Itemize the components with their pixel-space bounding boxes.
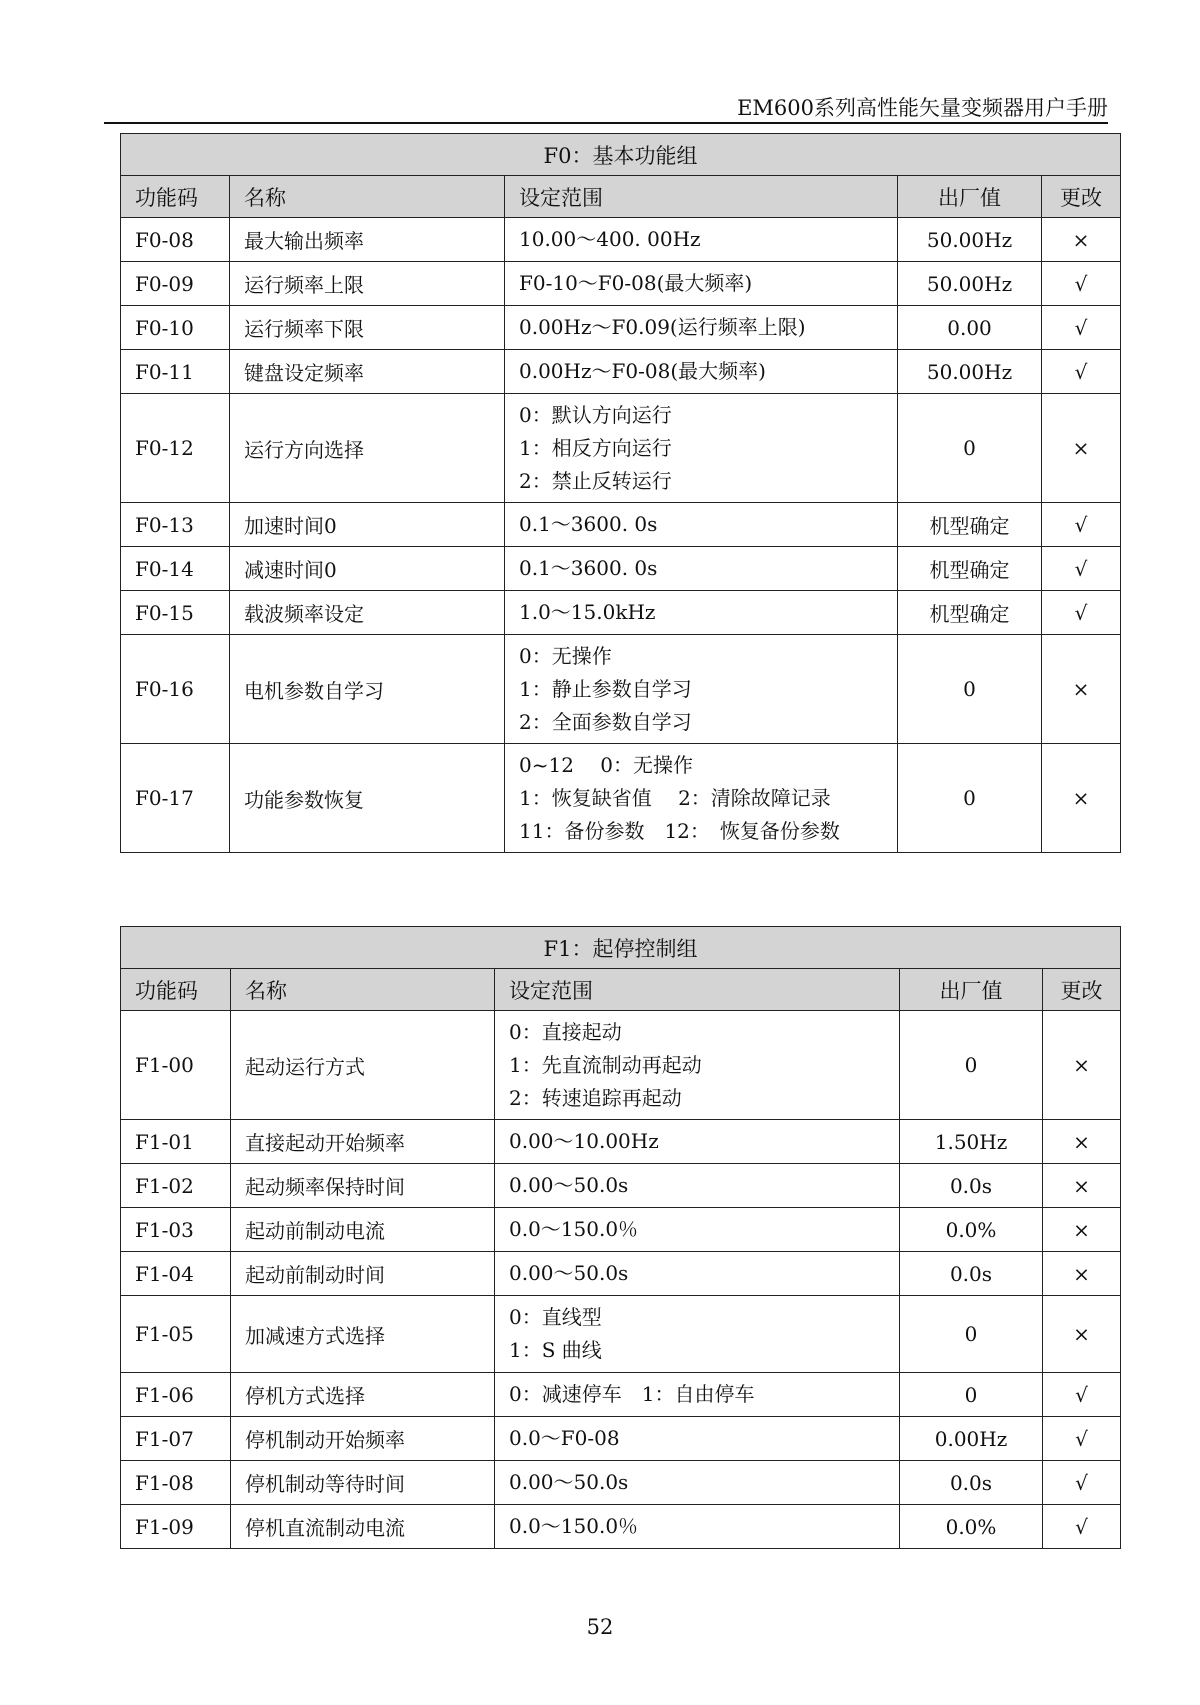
range-line: 0.00～50.0s (509, 1173, 629, 1197)
param-range-cell (495, 1417, 900, 1461)
param-code-cell: F0-09 (121, 262, 230, 306)
param-change-cell: √ (1042, 306, 1121, 350)
param-range-cell (505, 744, 898, 853)
param-code-cell: F1-06 (121, 1373, 231, 1417)
param-change-cell: × (1042, 635, 1121, 744)
range-line: 2：禁止反转运行 (519, 468, 672, 493)
table-row (121, 1461, 1121, 1505)
parameter-table-f1 (120, 926, 1121, 1549)
manual-title: EM600系列高性能矢量变频器用户手册 (737, 96, 1108, 120)
table-row (121, 218, 1121, 262)
column-header-code: 功能码 (121, 176, 230, 218)
range-line: 0.1～3600. 0s (519, 556, 658, 580)
range-line: 2：全面参数自学习 (519, 709, 692, 734)
param-name-cell: 起动频率保持时间 (231, 1164, 495, 1208)
column-header-change: 更改 (1042, 176, 1121, 218)
param-change-cell: × (1043, 1120, 1121, 1164)
param-name-cell: 运行频率下限 (230, 306, 505, 350)
param-name-cell: 减速时间0 (230, 547, 505, 591)
range-line: 0.00～50.0s (509, 1470, 629, 1494)
parameter-table-f0 (120, 133, 1121, 853)
param-name-cell: 停机制动等待时间 (231, 1461, 495, 1505)
column-header-name: 名称 (230, 176, 505, 218)
param-code-cell: F1-07 (121, 1417, 231, 1461)
column-header-default: 出厂值 (900, 969, 1043, 1011)
param-code-cell: F1-00 (121, 1011, 231, 1120)
param-change-cell: √ (1043, 1461, 1121, 1505)
param-code-cell: F1-02 (121, 1164, 231, 1208)
param-name-cell: 起动前制动电流 (231, 1208, 495, 1252)
param-default-cell: 50.00Hz (898, 262, 1042, 306)
range-line: 1：相反方向运行 (519, 435, 672, 460)
param-name-cell: 加速时间0 (230, 503, 505, 547)
param-range-cell (505, 350, 898, 394)
param-name-cell: 起动前制动时间 (231, 1252, 495, 1296)
range-line: 0.00Hz～F0-08(最大频率) (519, 359, 766, 383)
param-change-cell: √ (1042, 591, 1121, 635)
param-code-cell: F0-17 (121, 744, 230, 853)
table-group-title: F1：起停控制组 (121, 927, 1121, 969)
param-name-cell: 停机方式选择 (231, 1373, 495, 1417)
param-range-cell (505, 262, 898, 306)
range-line: F0-10～F0-08(最大频率) (519, 271, 753, 295)
param-default-cell: 0.0s (900, 1252, 1043, 1296)
param-name-cell: 起动运行方式 (231, 1011, 495, 1120)
column-header-row (121, 176, 1121, 218)
param-default-cell: 0.00 (898, 306, 1042, 350)
param-change-cell: √ (1043, 1417, 1121, 1461)
param-code-cell: F0-12 (121, 394, 230, 503)
param-change-cell: √ (1042, 262, 1121, 306)
param-range-cell (495, 1461, 900, 1505)
param-code-cell: F0-08 (121, 218, 230, 262)
param-default-cell: 0.0s (900, 1461, 1043, 1505)
param-code-cell: F1-05 (121, 1296, 231, 1373)
param-name-cell: 停机直流制动电流 (231, 1505, 495, 1549)
param-default-cell: 0 (898, 394, 1042, 503)
param-code-cell: F1-03 (121, 1208, 231, 1252)
page-number: 52 (586, 1615, 614, 1639)
param-range-cell (505, 547, 898, 591)
param-name-cell: 停机制动开始频率 (231, 1417, 495, 1461)
param-range-cell (495, 1208, 900, 1252)
param-default-cell: 机型确定 (898, 503, 1042, 547)
range-line: 0.00Hz～F0.09(运行频率上限) (519, 315, 806, 339)
param-range-cell (495, 1120, 900, 1164)
param-change-cell: × (1043, 1011, 1121, 1120)
table-row (121, 306, 1121, 350)
range-line: 10.00～400. 00Hz (519, 227, 701, 251)
table-row (121, 1505, 1121, 1549)
range-line: 2：转速追踪再起动 (509, 1085, 682, 1110)
range-line: 0.00～50.0s (509, 1261, 629, 1285)
param-code-cell: F0-11 (121, 350, 230, 394)
param-name-cell: 载波频率设定 (230, 591, 505, 635)
param-default-cell: 0.0% (900, 1505, 1043, 1549)
param-change-cell: √ (1043, 1373, 1121, 1417)
param-range-cell (505, 306, 898, 350)
range-line: 1：S 曲线 (509, 1338, 602, 1362)
range-line: 0~12 0：无操作 (519, 752, 694, 777)
param-name-cell: 功能参数恢复 (230, 744, 505, 853)
param-default-cell: 0.00Hz (900, 1417, 1043, 1461)
range-line: 1：先直流制动再起动 (509, 1052, 702, 1077)
param-default-cell: 0.0s (900, 1164, 1043, 1208)
column-header-range: 设定范围 (505, 176, 898, 218)
range-line: 1：静止参数自学习 (519, 676, 692, 701)
column-header-name: 名称 (231, 969, 495, 1011)
param-change-cell: × (1043, 1208, 1121, 1252)
table-row (121, 350, 1121, 394)
param-change-cell: √ (1042, 350, 1121, 394)
param-range-cell (505, 503, 898, 547)
param-change-cell: √ (1043, 1505, 1121, 1549)
param-name-cell: 最大输出频率 (230, 218, 505, 262)
param-default-cell: 0 (900, 1011, 1043, 1120)
param-name-cell: 运行方向选择 (230, 394, 505, 503)
param-change-cell: × (1043, 1164, 1121, 1208)
header-rule (104, 122, 1108, 124)
param-range-cell (505, 218, 898, 262)
range-line: 0：减速停车 1：自由停车 (509, 1382, 755, 1406)
table-row (121, 1208, 1121, 1252)
param-change-cell: √ (1042, 547, 1121, 591)
param-name-cell: 加减速方式选择 (231, 1296, 495, 1373)
column-header-row (121, 969, 1121, 1011)
param-change-cell: × (1042, 394, 1121, 503)
param-range-cell (505, 394, 898, 503)
param-range-cell (495, 1164, 900, 1208)
table-row (121, 547, 1121, 591)
param-code-cell: F1-01 (121, 1120, 231, 1164)
param-default-cell: 机型确定 (898, 547, 1042, 591)
param-default-cell: 0 (900, 1296, 1043, 1373)
param-code-cell: F0-10 (121, 306, 230, 350)
param-code-cell: F1-04 (121, 1252, 231, 1296)
param-code-cell: F1-08 (121, 1461, 231, 1505)
range-line: 0.0～150.0％ (509, 1217, 639, 1241)
param-change-cell: × (1042, 744, 1121, 853)
table-row (121, 635, 1121, 744)
param-range-cell (495, 1373, 900, 1417)
param-default-cell: 50.00Hz (898, 350, 1042, 394)
table-row (121, 1296, 1121, 1373)
table-row (121, 1011, 1121, 1120)
column-header-default: 出厂值 (898, 176, 1042, 218)
param-default-cell: 0 (898, 744, 1042, 853)
param-name-cell: 直接起动开始频率 (231, 1120, 495, 1164)
param-change-cell: × (1043, 1252, 1121, 1296)
param-name-cell: 键盘设定频率 (230, 350, 505, 394)
param-range-cell (495, 1505, 900, 1549)
param-range-cell (495, 1296, 900, 1373)
range-line: 1：恢复缺省值 2：清除故障记录 (519, 785, 831, 810)
table-row (121, 1164, 1121, 1208)
param-code-cell: F0-14 (121, 547, 230, 591)
param-change-cell: × (1042, 218, 1121, 262)
param-default-cell: 0 (898, 635, 1042, 744)
table-row (121, 591, 1121, 635)
column-header-code: 功能码 (121, 969, 231, 1011)
param-range-cell (505, 635, 898, 744)
param-range-cell (495, 1011, 900, 1120)
table-row (121, 503, 1121, 547)
param-code-cell: F0-13 (121, 503, 230, 547)
param-default-cell: 1.50Hz (900, 1120, 1043, 1164)
param-range-cell (495, 1252, 900, 1296)
table-row (121, 744, 1121, 853)
param-range-cell (505, 591, 898, 635)
param-code-cell: F1-09 (121, 1505, 231, 1549)
range-line: 0.00～10.00Hz (509, 1129, 659, 1153)
param-change-cell: √ (1042, 503, 1121, 547)
table-row (121, 1373, 1121, 1417)
range-line: 0：无操作 (519, 643, 612, 668)
range-line: 0.0～F0-08 (509, 1426, 620, 1450)
range-line: 1.0～15.0kHz (519, 600, 656, 624)
param-change-cell: × (1043, 1296, 1121, 1373)
range-line: 0：默认方向运行 (519, 402, 672, 427)
range-line: 0.1～3600. 0s (519, 512, 658, 536)
param-default-cell: 50.00Hz (898, 218, 1042, 262)
table-row (121, 394, 1121, 503)
param-default-cell: 机型确定 (898, 591, 1042, 635)
table-group-title: F0：基本功能组 (121, 134, 1121, 176)
table-row (121, 1120, 1121, 1164)
table-row (121, 1417, 1121, 1461)
column-header-change: 更改 (1043, 969, 1121, 1011)
table-row (121, 262, 1121, 306)
param-name-cell: 电机参数自学习 (230, 635, 505, 744)
param-default-cell: 0.0% (900, 1208, 1043, 1252)
column-header-range: 设定范围 (495, 969, 900, 1011)
range-line: 0：直接起动 (509, 1019, 622, 1044)
param-code-cell: F0-16 (121, 635, 230, 744)
param-default-cell: 0 (900, 1373, 1043, 1417)
range-line: 11：备份参数 12： 恢复备份参数 (519, 818, 840, 843)
range-line: 0：直线型 (509, 1305, 602, 1329)
param-code-cell: F0-15 (121, 591, 230, 635)
param-name-cell: 运行频率上限 (230, 262, 505, 306)
table-row (121, 1252, 1121, 1296)
range-line: 0.0～150.0％ (509, 1514, 639, 1538)
